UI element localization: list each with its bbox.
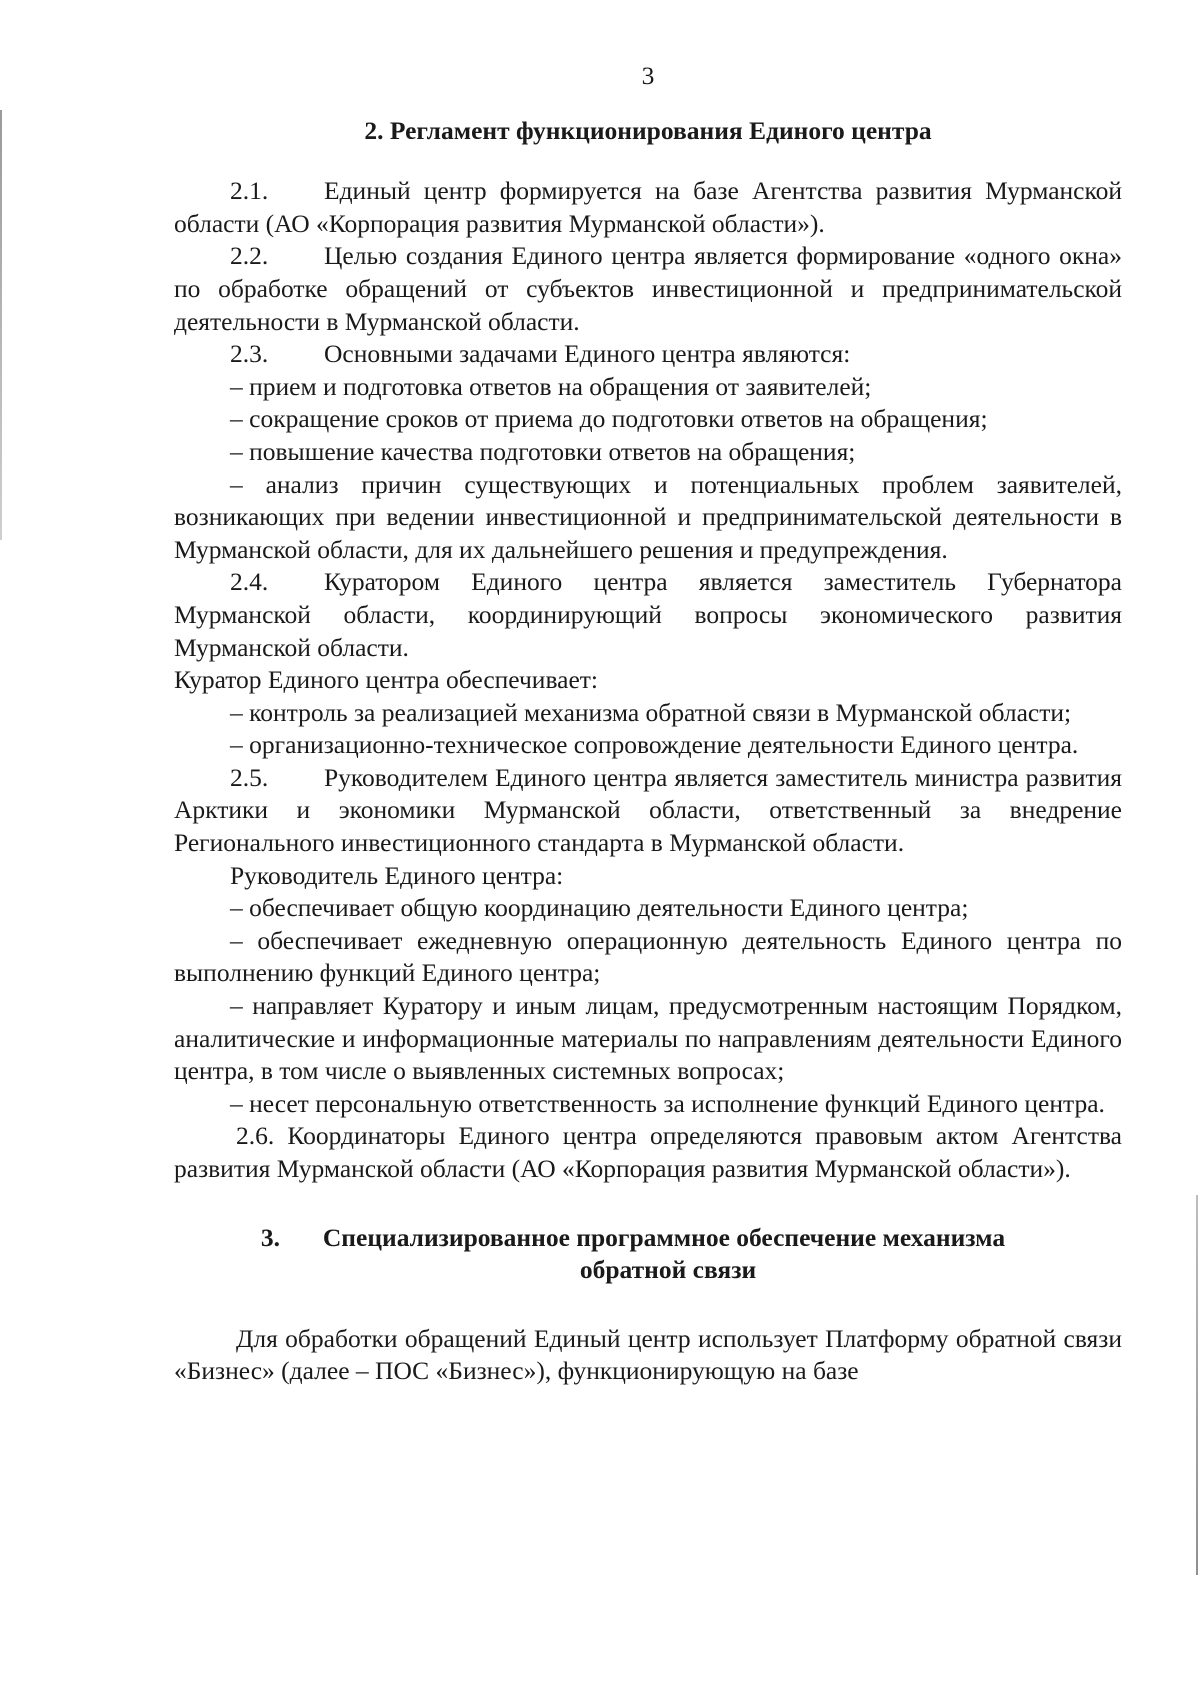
head-item: – обеспечивает общую координацию деятельности Единого центра; (230, 893, 969, 923)
paragraph-number: 2.2. (230, 241, 269, 271)
paragraph-number: 2.4. (230, 567, 269, 597)
paragraph-2-4 (174, 566, 1122, 664)
section-3-title-line1 (174, 1222, 1122, 1255)
task-item: – сокращение сроков от приема до подготовки ответов на обращения; (230, 404, 988, 434)
task-item: – анализ причин существующих и потенциальных проблем заявителей, возникающих при ведении инвестиционной и предпринимательской деятельности в Мурманской области, для их дальнейшего решения и предупреждения. (174, 469, 1122, 564)
document-page (174, 60, 1122, 1388)
paragraph-text: Руководителем Единого центра является заместитель министра развития Арктики и экономики Мурманской области, ответственный за внедрение Регионального инвестиционного стандарта в Мурманской области. (174, 762, 1122, 858)
task-item: – повышение качества подготовки ответов на обращения; (230, 436, 856, 466)
head-item: – обеспечивает ежедневную операционную деятельность Единого центра по выполнению функций Единого центра; (174, 925, 1122, 988)
section-3-title-text: Специализированное программное обеспечение механизма (322, 1222, 1006, 1252)
paragraph-text: Целью создания Единого центра является формирование «одного окна» по обработке обращений от субъектов инвестиционной и предпринимательской деятельности в Мурманской области. (174, 241, 1122, 336)
scan-edge-right (1196, 1195, 1198, 1575)
paragraph-text: Куратором Единого центра является заместитель Губернатора Мурманской области, координирующий вопросы экономического развития Мурманской области. (174, 567, 1122, 662)
paragraph-number: 2.1. (230, 176, 269, 206)
paragraph-text: Основными задачами Единого центра являются: (324, 339, 851, 369)
section-3-title (174, 1222, 1122, 1287)
paragraph-2-1 (174, 175, 1122, 240)
task-item: – прием и подготовка ответов на обращения от заявителей; (230, 371, 872, 401)
head-item: – несет персональную ответственность за исполнение функций Единого центра. (230, 1088, 1105, 1118)
section-3-number: 3. (260, 1222, 281, 1252)
paragraph-2-2 (174, 240, 1122, 338)
head-item: – направляет Куратору и иным лицам, предусмотренным настоящим Порядком, аналитические и информационные материалы по направлениям деятельности Единого центра, в том числе о выявленных системных вопросах; (174, 991, 1122, 1086)
curator-item: – организационно-техническое сопровождение деятельности Единого центра. (230, 730, 1079, 760)
curator-intro: Куратор Единого центра обеспечивает: (174, 665, 599, 695)
curator-item: – контроль за реализацией механизма обратной связи в Мурманской области; (230, 697, 1072, 727)
paragraph-2-6: 2.6. Координаторы Единого центра определяются правовым актом Агентства развития Мурманской области (АО «Корпорация развития Мурманской области»). (174, 1121, 1122, 1183)
paragraph-number: 2.3. (230, 339, 269, 369)
paragraph-2-3 (174, 338, 1122, 371)
section-2-title: 2. Регламент функционирования Единого центра (364, 115, 932, 145)
page-number: 3 (641, 61, 655, 90)
paragraph-2-5 (174, 762, 1122, 860)
paragraph-text: Единый центр формируется на базе Агентства развития Мурманской области (АО «Корпорация развития Мурманской области»). (174, 176, 1122, 238)
head-intro: Руководитель Единого центра: (230, 860, 564, 890)
paragraph-3-1: Для обработки обращений Единый центр использует Платформу обратной связи «Бизнес» (далее – ПОС «Бизнес»), функционирующую на базе (174, 1323, 1122, 1386)
scan-edge-left (0, 110, 2, 540)
section-3-title-line2: обратной связи (579, 1255, 757, 1285)
paragraph-number: 2.5. (230, 762, 269, 792)
